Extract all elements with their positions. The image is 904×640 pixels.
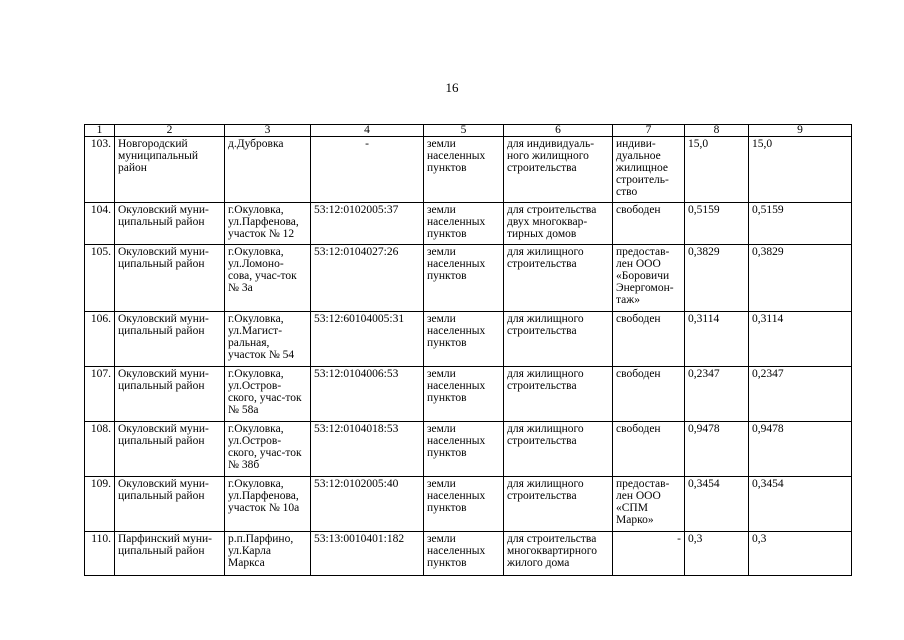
cadastral-number-cell: 53:12:0104006:53 (311, 367, 424, 422)
status-cell: предостав-лен ООО «Боровичи Энергомон-таж» (613, 245, 685, 312)
district-cell: Парфинский муни-ципальный район (115, 532, 225, 576)
district-cell: Окуловский муни-ципальный район (115, 312, 225, 367)
page-number: 16 (445, 80, 459, 95)
column-number-row (85, 125, 852, 137)
area-total-cell: 0,3454 (749, 477, 852, 532)
permitted-use-cell: для жилищного строительства (504, 312, 613, 367)
location-cell: г.Окуловка, ул.Магист-ральная, участок № 54 (225, 312, 311, 367)
area-total-cell: 0,2347 (749, 367, 852, 422)
area-total-cell: 0,3829 (749, 245, 852, 312)
column-header: 6 (504, 125, 613, 137)
area-cell: 0,5159 (685, 203, 749, 245)
land-category-cell: земли населенных пунктов (424, 137, 504, 203)
table-row (85, 312, 852, 367)
land-category-cell: земли населенных пунктов (424, 312, 504, 367)
location-cell: г.Окуловка, ул.Остров-ского, учас-ток № 58а (225, 367, 311, 422)
land-category-cell: земли населенных пунктов (424, 203, 504, 245)
location-cell: г.Окуловка, ул.Остров-ского, учас-ток № 38б (225, 422, 311, 477)
area-cell: 0,3 (685, 532, 749, 576)
row-number: 105. (85, 245, 115, 312)
column-header: 3 (225, 125, 311, 137)
table-row (85, 532, 852, 576)
district-cell: Окуловский муни-ципальный район (115, 203, 225, 245)
land-category-cell: земли населенных пунктов (424, 245, 504, 312)
area-cell: 0,3829 (685, 245, 749, 312)
location-cell: г.Окуловка, ул.Парфенова, участок № 10а (225, 477, 311, 532)
district-cell: Новгородский муниципальный район (115, 137, 225, 203)
district-cell: Окуловский муни-ципальный район (115, 245, 225, 312)
column-header: 2 (115, 125, 225, 137)
area-cell: 15,0 (685, 137, 749, 203)
status-cell: свободен (613, 422, 685, 477)
column-header: 5 (424, 125, 504, 137)
district-cell: Окуловский муни-ципальный район (115, 367, 225, 422)
permitted-use-cell: для жилищного строительства (504, 245, 613, 312)
cadastral-number-cell: - (311, 137, 424, 203)
area-total-cell: 0,9478 (749, 422, 852, 477)
area-cell: 0,3454 (685, 477, 749, 532)
status-cell: свободен (613, 203, 685, 245)
status-cell: - (613, 532, 685, 576)
area-total-cell: 0,3114 (749, 312, 852, 367)
column-header: 1 (85, 125, 115, 137)
column-header: 9 (749, 125, 852, 137)
land-plots-table (84, 124, 852, 576)
table-row (85, 137, 852, 203)
column-header: 4 (311, 125, 424, 137)
area-cell: 0,9478 (685, 422, 749, 477)
cadastral-number-cell: 53:12:60104005:31 (311, 312, 424, 367)
area-total-cell: 0,3 (749, 532, 852, 576)
district-cell: Окуловский муни-ципальный район (115, 477, 225, 532)
location-cell: г.Окуловка, ул.Парфенова, участок № 12 (225, 203, 311, 245)
cadastral-number-cell: 53:12:0102005:40 (311, 477, 424, 532)
table-row (85, 367, 852, 422)
row-number: 103. (85, 137, 115, 203)
permitted-use-cell: для жилищного строительства (504, 477, 613, 532)
row-number: 104. (85, 203, 115, 245)
column-header: 8 (685, 125, 749, 137)
row-number: 107. (85, 367, 115, 422)
area-total-cell: 0,5159 (749, 203, 852, 245)
land-category-cell: земли населенных пунктов (424, 477, 504, 532)
row-number: 108. (85, 422, 115, 477)
table-row (85, 477, 852, 532)
row-number: 110. (85, 532, 115, 576)
location-cell: д.Дубровка (225, 137, 311, 203)
status-cell: предостав-лен ООО «СПМ Марко» (613, 477, 685, 532)
table-row (85, 203, 852, 245)
permitted-use-cell: для жилищного строительства (504, 422, 613, 477)
table-row (85, 245, 852, 312)
land-category-cell: земли населенных пунктов (424, 422, 504, 477)
table-row (85, 422, 852, 477)
cadastral-number-cell: 53:12:0102005:37 (311, 203, 424, 245)
area-total-cell: 15,0 (749, 137, 852, 203)
location-cell: р.п.Парфино, ул.Карла Маркса (225, 532, 311, 576)
column-header: 7 (613, 125, 685, 137)
location-cell: г.Окуловка, ул.Ломоно-сова, учас-ток № 3а (225, 245, 311, 312)
permitted-use-cell: для строительства многоквартирного жилого дома (504, 532, 613, 576)
area-cell: 0,3114 (685, 312, 749, 367)
row-number: 109. (85, 477, 115, 532)
district-cell: Окуловский муни-ципальный район (115, 422, 225, 477)
permitted-use-cell: для жилищного строительства (504, 367, 613, 422)
cadastral-number-cell: 53:12:0104018:53 (311, 422, 424, 477)
cadastral-number-cell: 53:13:0010401:182 (311, 532, 424, 576)
land-category-cell: земли населенных пунктов (424, 532, 504, 576)
row-number: 106. (85, 312, 115, 367)
permitted-use-cell: для индивидуаль-ного жилищного строительства (504, 137, 613, 203)
status-cell: свободен (613, 312, 685, 367)
land-category-cell: земли населенных пунктов (424, 367, 504, 422)
cadastral-number-cell: 53:12:0104027:26 (311, 245, 424, 312)
area-cell: 0,2347 (685, 367, 749, 422)
permitted-use-cell: для строительства двух многоквар-тирных домов (504, 203, 613, 245)
status-cell: индиви-дуальное жилищное строитель-ство (613, 137, 685, 203)
status-cell: свободен (613, 367, 685, 422)
